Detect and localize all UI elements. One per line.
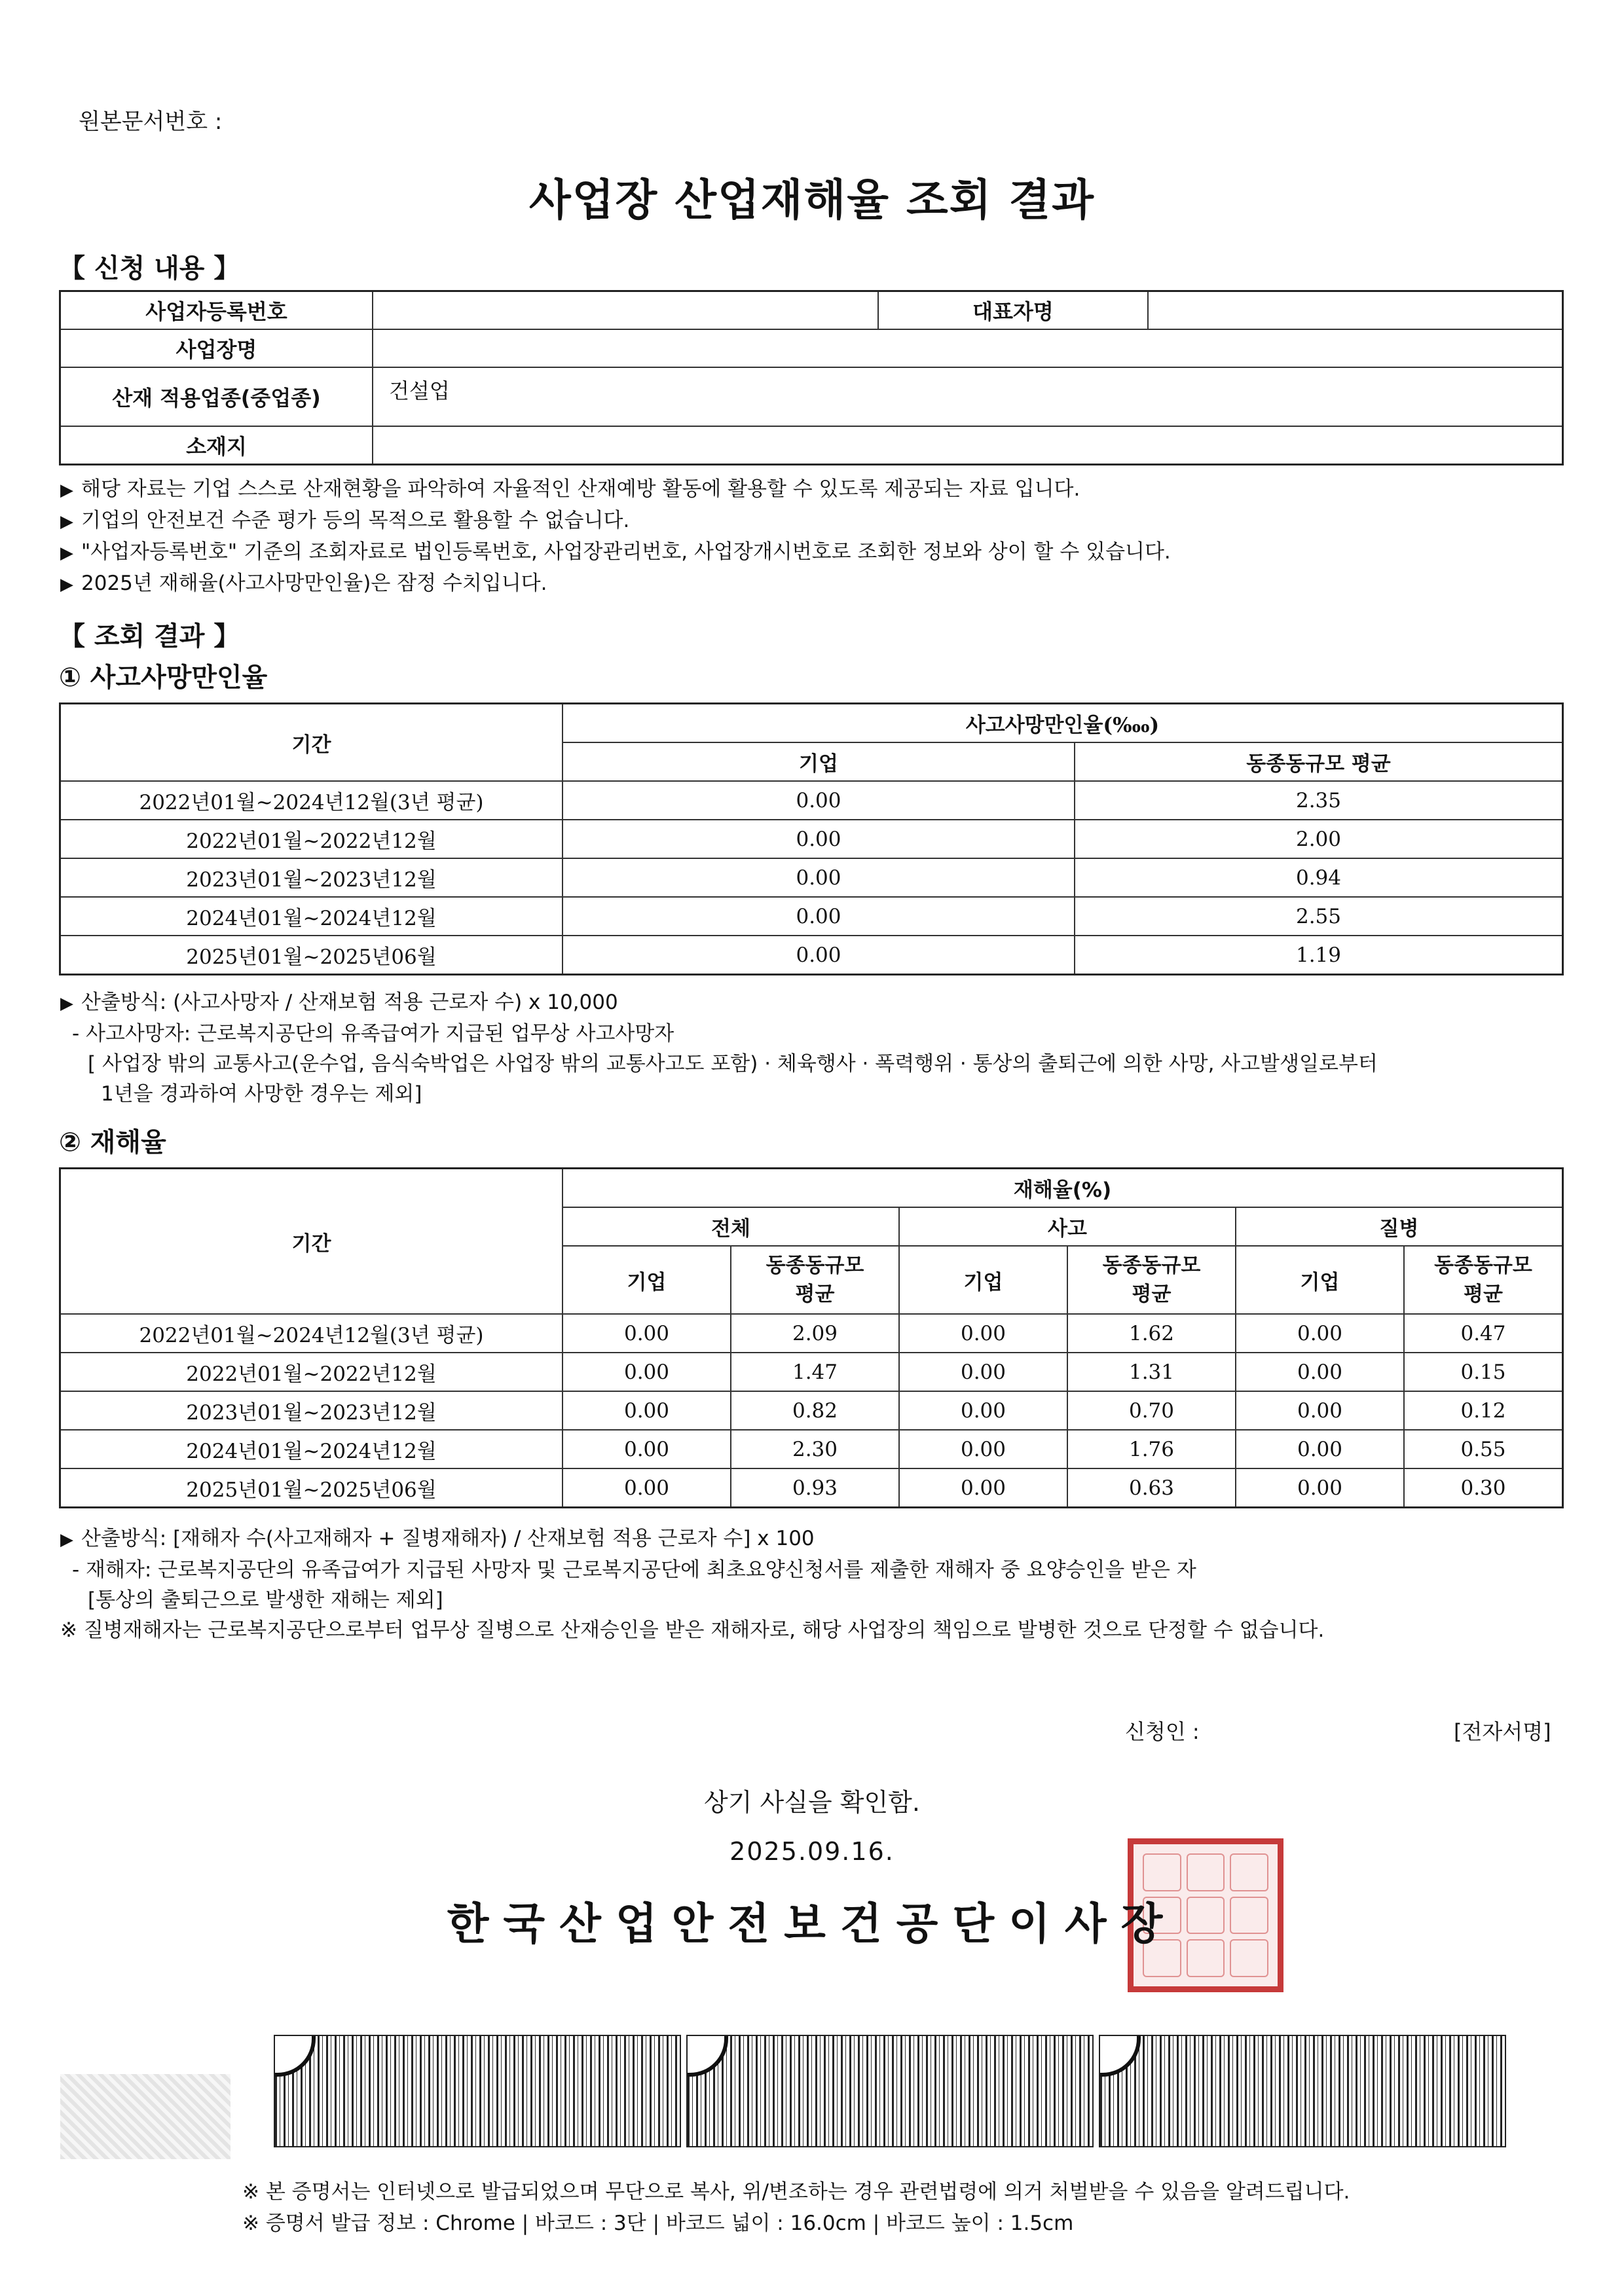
fatality-heading: ① 사고사망만인율 bbox=[59, 663, 268, 693]
total-company-cell: 0.00 bbox=[563, 1391, 731, 1430]
disease-company-cell: 0.00 bbox=[1236, 1468, 1404, 1508]
e-sign-label: [전자서명] bbox=[1454, 1719, 1551, 1744]
total-company-cell: 0.00 bbox=[563, 1468, 731, 1508]
formula-note: ▶ 산출방식: [재해자 수(사고재해자 + 질병재해자) / 산재보험 적용 근로자 수] x 100 bbox=[60, 1527, 815, 1550]
avg-cell: 2.35 bbox=[1075, 781, 1563, 820]
disease-company-cell: 0.00 bbox=[1236, 1353, 1404, 1391]
total-avg-cell: 2.30 bbox=[731, 1430, 899, 1468]
accident-company-cell: 0.00 bbox=[899, 1468, 1067, 1508]
table-row bbox=[60, 1314, 1563, 1353]
representative-label: 대표자명 bbox=[878, 291, 1148, 330]
barcode-icon bbox=[1099, 2035, 1506, 2147]
company-header: 기업 bbox=[563, 1246, 731, 1314]
period-cell: 2025년01월~2025년06월 bbox=[60, 1468, 563, 1508]
table-row bbox=[60, 1353, 1563, 1391]
accident-company-cell: 0.00 bbox=[899, 1430, 1067, 1468]
industry-label: 산재 적용업종(중업종) bbox=[60, 367, 373, 426]
application-notes bbox=[60, 474, 1171, 600]
avg-cell: 2.00 bbox=[1075, 820, 1563, 858]
note-item: ▶ 해당 자료는 기업 스스로 산재현황을 파악하여 자율적인 산재예방 활동에 활용할 수 있도록 제공되는 자료 입니다. bbox=[60, 477, 1080, 501]
accident-company-cell: 0.00 bbox=[899, 1391, 1067, 1430]
accident-company-cell: 0.00 bbox=[899, 1314, 1067, 1353]
industry-value: 건설업 bbox=[373, 367, 1563, 426]
disease-avg-cell: 0.55 bbox=[1404, 1430, 1563, 1468]
workplace-name-value bbox=[373, 329, 1563, 367]
disease-header: 질병 bbox=[1236, 1207, 1563, 1246]
page-title: 사업장 산업재해율 조회 결과 bbox=[528, 174, 1095, 225]
company-cell: 0.00 bbox=[563, 858, 1075, 897]
arrow-icon: ▶ bbox=[60, 512, 73, 532]
total-company-cell: 0.00 bbox=[563, 1353, 731, 1391]
total-company-cell: 0.00 bbox=[563, 1430, 731, 1468]
period-header: 기간 bbox=[60, 1169, 563, 1315]
disease-note: ※ 질병재해자는 근로복지공단으로부터 업무상 질병으로 산재승인을 받은 재해자로, 해당 사업장의 책임으로 발병한 것으로 단정할 수 없습니다. bbox=[60, 1618, 1325, 1642]
period-cell: 2023년01월~2023년12월 bbox=[60, 858, 563, 897]
arrow-icon: ▶ bbox=[60, 575, 73, 594]
fatality-rate-header: 사고사망만인율(‱) bbox=[563, 704, 1563, 743]
company-cell: 0.00 bbox=[563, 820, 1075, 858]
table-row bbox=[60, 1468, 1563, 1508]
avg-cell: 2.55 bbox=[1075, 897, 1563, 936]
fatality-notes bbox=[60, 987, 1378, 1109]
accident-company-cell: 0.00 bbox=[899, 1353, 1067, 1391]
total-avg-cell: 1.47 bbox=[731, 1353, 899, 1391]
accident-avg-cell: 1.31 bbox=[1067, 1353, 1236, 1391]
note-item: ▶ "사업자등록번호" 기준의 조회자료로 법인등록번호, 사업장관리번호, 사업장개시번호로 조회한 정보와 상이 할 수 있습니다. bbox=[60, 540, 1171, 564]
disease-avg-cell: 0.15 bbox=[1404, 1353, 1563, 1391]
period-cell: 2024년01월~2024년12월 bbox=[60, 897, 563, 936]
application-section-title: 【 신청 내용 】 bbox=[59, 253, 240, 283]
disease-company-cell: 0.00 bbox=[1236, 1391, 1404, 1430]
accident-avg-cell: 0.63 bbox=[1067, 1468, 1236, 1508]
footer-issue-info: ※ 증명서 발급 정보 : Chrome | 바코드 : 3단 | 바코드 넓이 : 16.0cm | 바코드 높이 : 1.5cm bbox=[242, 2212, 1074, 2235]
total-avg-cell: 0.93 bbox=[731, 1468, 899, 1508]
footer-warning: ※ 본 증명서는 인터넷으로 발급되었으며 무단으로 복사, 위/변조하는 경우 관련법령에 의거 처벌받을 수 있음을 알려드립니다. bbox=[242, 2180, 1350, 2204]
table-row bbox=[60, 936, 1563, 975]
confirm-text: 상기 사실을 확인함. bbox=[704, 1788, 920, 1817]
definition-note: [ 사업장 밖의 교통사고(운수업, 음식숙박업은 사업장 밖의 교통사고도 포함) · 체육행사 · 폭력행위 · 통상의 출퇴근에 의한 사망, 사고발생일로부터 bbox=[88, 1052, 1378, 1076]
accident-avg-cell: 0.70 bbox=[1067, 1391, 1236, 1430]
representative-value bbox=[1148, 291, 1563, 330]
total-avg-cell: 0.82 bbox=[731, 1391, 899, 1430]
definition-note: [통상의 출퇴근으로 발생한 재해는 제외] bbox=[88, 1588, 443, 1612]
period-cell: 2022년01월~2024년12월(3년 평균) bbox=[60, 1314, 563, 1353]
table-row bbox=[60, 858, 1563, 897]
company-header: 기업 bbox=[563, 742, 1075, 781]
formula-note: ▶ 산출방식: (사고사망자 / 산재보험 적용 근로자 수) x 10,000 bbox=[60, 991, 618, 1014]
table-row bbox=[60, 820, 1563, 858]
disease-avg-cell: 0.47 bbox=[1404, 1314, 1563, 1353]
accident-header: 사고 bbox=[899, 1207, 1236, 1246]
company-header: 기업 bbox=[1236, 1246, 1404, 1314]
definition-note: 1년을 경과하여 사망한 경우는 제외] bbox=[101, 1082, 422, 1106]
disease-company-cell: 0.00 bbox=[1236, 1430, 1404, 1468]
definition-note: - 사고사망자: 근로복지공단의 유족급여가 지급된 업무상 사고사망자 bbox=[72, 1022, 674, 1046]
barcode-icon bbox=[274, 2035, 681, 2147]
issue-date: 2025.09.16. bbox=[729, 1837, 895, 1866]
period-cell: 2025년01월~2025년06월 bbox=[60, 936, 563, 975]
period-cell: 2022년01월~2022년12월 bbox=[60, 1353, 563, 1391]
avg-header: 동종동규모 평균 bbox=[731, 1246, 899, 1314]
note-item: ▶ 2025년 재해율(사고사망만인율)은 잠정 수치입니다. bbox=[60, 572, 547, 595]
doc-number-label: 원본문서번호 : bbox=[79, 109, 223, 135]
period-cell: 2023년01월~2023년12월 bbox=[60, 1391, 563, 1430]
workplace-name-label: 사업장명 bbox=[60, 329, 373, 367]
company-cell: 0.00 bbox=[563, 897, 1075, 936]
business-reg-no-value bbox=[373, 291, 878, 330]
avg-cell: 0.94 bbox=[1075, 858, 1563, 897]
arrow-icon: ▶ bbox=[60, 994, 73, 1013]
address-label: 소재지 bbox=[60, 426, 373, 465]
table-row bbox=[60, 1391, 1563, 1430]
injury-table bbox=[59, 1167, 1564, 1508]
table-row bbox=[60, 1430, 1563, 1468]
accident-avg-cell: 1.62 bbox=[1067, 1314, 1236, 1353]
avg-header: 동종동규모 평균 bbox=[1067, 1246, 1236, 1314]
total-avg-cell: 2.09 bbox=[731, 1314, 899, 1353]
company-header: 기업 bbox=[899, 1246, 1067, 1314]
total-company-cell: 0.00 bbox=[563, 1314, 731, 1353]
period-cell: 2022년01월~2024년12월(3년 평균) bbox=[60, 781, 563, 820]
qr-code-icon bbox=[60, 2074, 231, 2159]
company-cell: 0.00 bbox=[563, 781, 1075, 820]
disease-avg-cell: 0.12 bbox=[1404, 1391, 1563, 1430]
fatality-table bbox=[59, 702, 1564, 975]
applicant-label: 신청인 : bbox=[1125, 1719, 1200, 1744]
issuer-name: 한국산업안전보건공단이사장 bbox=[447, 1898, 1177, 1949]
period-cell: 2024년01월~2024년12월 bbox=[60, 1430, 563, 1468]
injury-heading: ② 재해율 bbox=[59, 1127, 166, 1157]
business-reg-no-label: 사업자등록번호 bbox=[60, 291, 373, 330]
avg-header: 동종동규모 평균 bbox=[1075, 742, 1563, 781]
injury-notes bbox=[60, 1523, 1324, 1645]
note-item: ▶ 기업의 안전보건 수준 평가 등의 목적으로 활용할 수 없습니다. bbox=[60, 509, 630, 532]
total-header: 전체 bbox=[563, 1207, 899, 1246]
avg-header: 동종동규모 평균 bbox=[1404, 1246, 1563, 1314]
address-value bbox=[373, 426, 1563, 465]
table-row bbox=[60, 897, 1563, 936]
disease-company-cell: 0.00 bbox=[1236, 1314, 1404, 1353]
period-header: 기간 bbox=[60, 704, 563, 782]
definition-note: - 재해자: 근로복지공단의 유족급여가 지급된 사망자 및 근로복지공단에 최초요양신청서를 제출한 재해자 중 요양승인을 받은 자 bbox=[72, 1558, 1196, 1582]
accident-avg-cell: 1.76 bbox=[1067, 1430, 1236, 1468]
barcode-icon bbox=[686, 2035, 1094, 2147]
table-row bbox=[60, 781, 1563, 820]
injury-rate-header: 재해율(%) bbox=[563, 1169, 1563, 1208]
period-cell: 2022년01월~2022년12월 bbox=[60, 820, 563, 858]
arrow-icon: ▶ bbox=[60, 1530, 73, 1550]
arrow-icon: ▶ bbox=[60, 481, 73, 500]
arrow-icon: ▶ bbox=[60, 543, 73, 563]
disease-avg-cell: 0.30 bbox=[1404, 1468, 1563, 1508]
application-table bbox=[59, 290, 1564, 465]
results-section-title: 【 조회 결과 】 bbox=[59, 621, 240, 651]
avg-cell: 1.19 bbox=[1075, 936, 1563, 975]
company-cell: 0.00 bbox=[563, 936, 1075, 975]
